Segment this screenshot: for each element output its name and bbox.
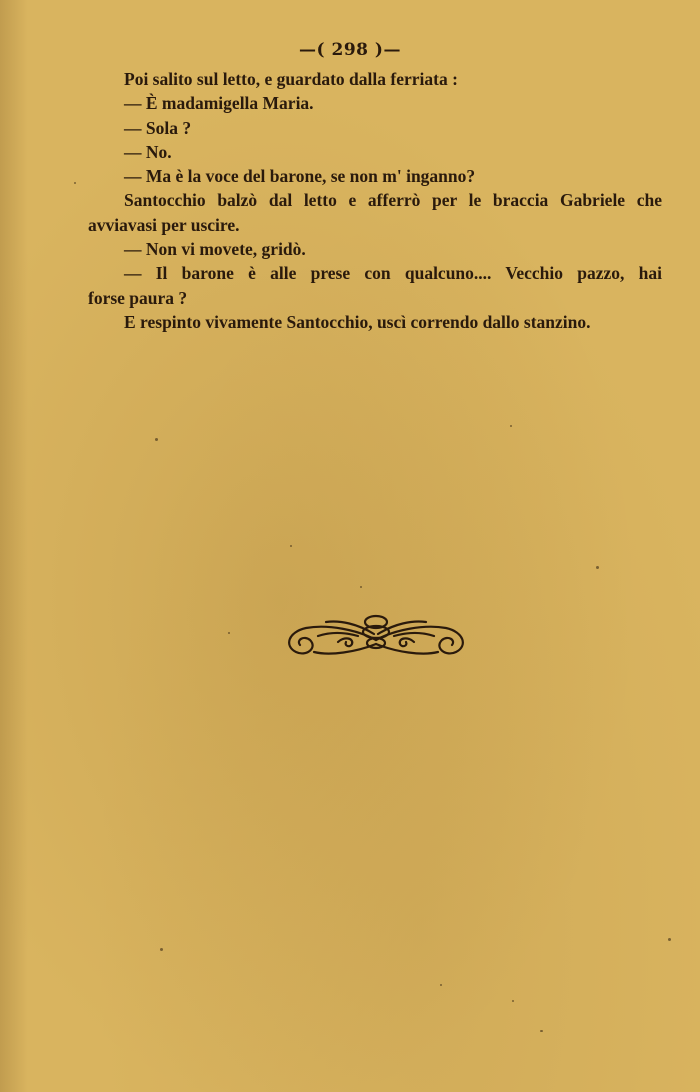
text-line: avviavasi per uscire. — [88, 214, 240, 235]
scroll-ornament-icon — [278, 610, 474, 662]
text-line: E respinto vivamente Santocchio, uscì correndo dallo stanzino. — [124, 311, 591, 332]
dialogue-line: — Il barone è alle prese con qualcuno.... Vecchio pazzo, hai — [124, 263, 662, 284]
paper-speck — [290, 545, 292, 547]
body-text — [88, 67, 662, 334]
paper-speck — [540, 1030, 543, 1032]
text-line: forse paura ? — [88, 287, 188, 308]
dialogue-line: — Ma è la voce del barone, se non m' inganno? — [124, 166, 476, 187]
paper-speck — [668, 938, 671, 941]
dialogue-line: — Non vi movete, gridò. — [124, 239, 306, 260]
page-number: —( 298 )— — [299, 40, 401, 60]
paper-speck — [360, 586, 362, 588]
paper-speck — [510, 425, 512, 427]
text-line: Poi salito sul letto, e guardato dalla ferriata : — [124, 69, 458, 89]
paper-speck — [228, 632, 230, 634]
dialogue-line: — È madamigella Maria. — [124, 93, 314, 114]
dialogue-line: — Sola ? — [124, 117, 192, 138]
paper-speck — [160, 948, 163, 951]
dialogue-line: — No. — [124, 141, 172, 162]
text-line: Santocchio balzò dal letto e afferrò per le braccia Gabriele che — [124, 190, 662, 211]
paper-speck — [440, 984, 442, 986]
paper-speck — [74, 182, 76, 184]
paper-speck — [596, 566, 599, 569]
paper-speck — [512, 1000, 514, 1002]
paper-speck — [155, 438, 158, 441]
